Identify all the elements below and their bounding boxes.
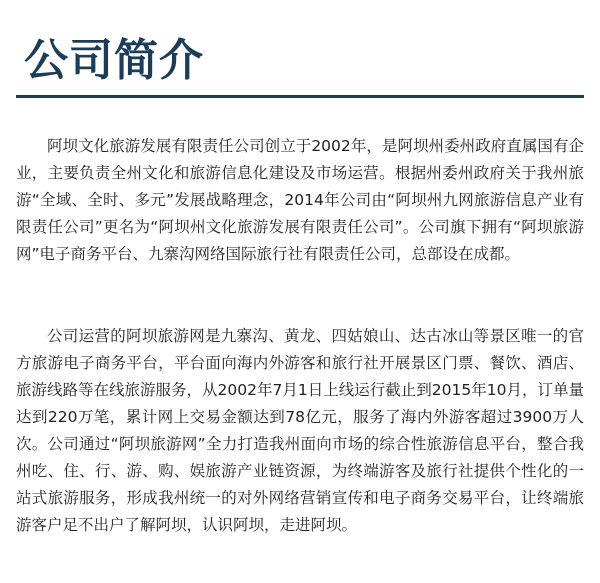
intro-paragraph-2: 公司运营的阿坝旅游网是九寨沟、黄龙、四姑娘山、达古冰山等景区唯一的官方旅游电子商务平台，平台面向海内外游客和旅行社开展景区门票、餐饮、酒店、旅游线路等在线旅游服务，从2002年7月1日上线运行截止到2015年10月，订单量达到220万笔，累计网上交易金额达到78亿元，服务了海内外游客超过3900万人次。公司通过“阿坝旅游网”全力打造我州面向市场的综合性旅游信息平台，整合我州吃、住、行、游、购、娱旅游产业链资源，为终端游客及旅行社提供个性化的一站式旅游服务，形成我州统一的对外网络营销宣传和电子商务交易平台，让终端旅游客户足不出户了解阿坝，认识阿坝，走进阿坝。 <box>16 327 584 534</box>
page-title: 公司简介 <box>24 35 204 86</box>
intro-paragraph-1: 阿坝文化旅游发展有限责任公司创立于2002年，是阿坝州委州政府直属国有企业，主要负责全州文化和旅游信息化建设及市场运营。根据州委州政府关于我州旅游“全域、全时、多元”发展战略理念，2014年公司由“阿坝州九网旅游信息产业有限责任公司”更名为“阿坝州文化旅游发展有限责任公司”。公司旗下拥有“阿坝旅游网”电子商务平台、九寨沟网络国际旅行社有限责任公司，总部设在成都。 <box>16 137 584 263</box>
title-divider <box>16 95 584 98</box>
